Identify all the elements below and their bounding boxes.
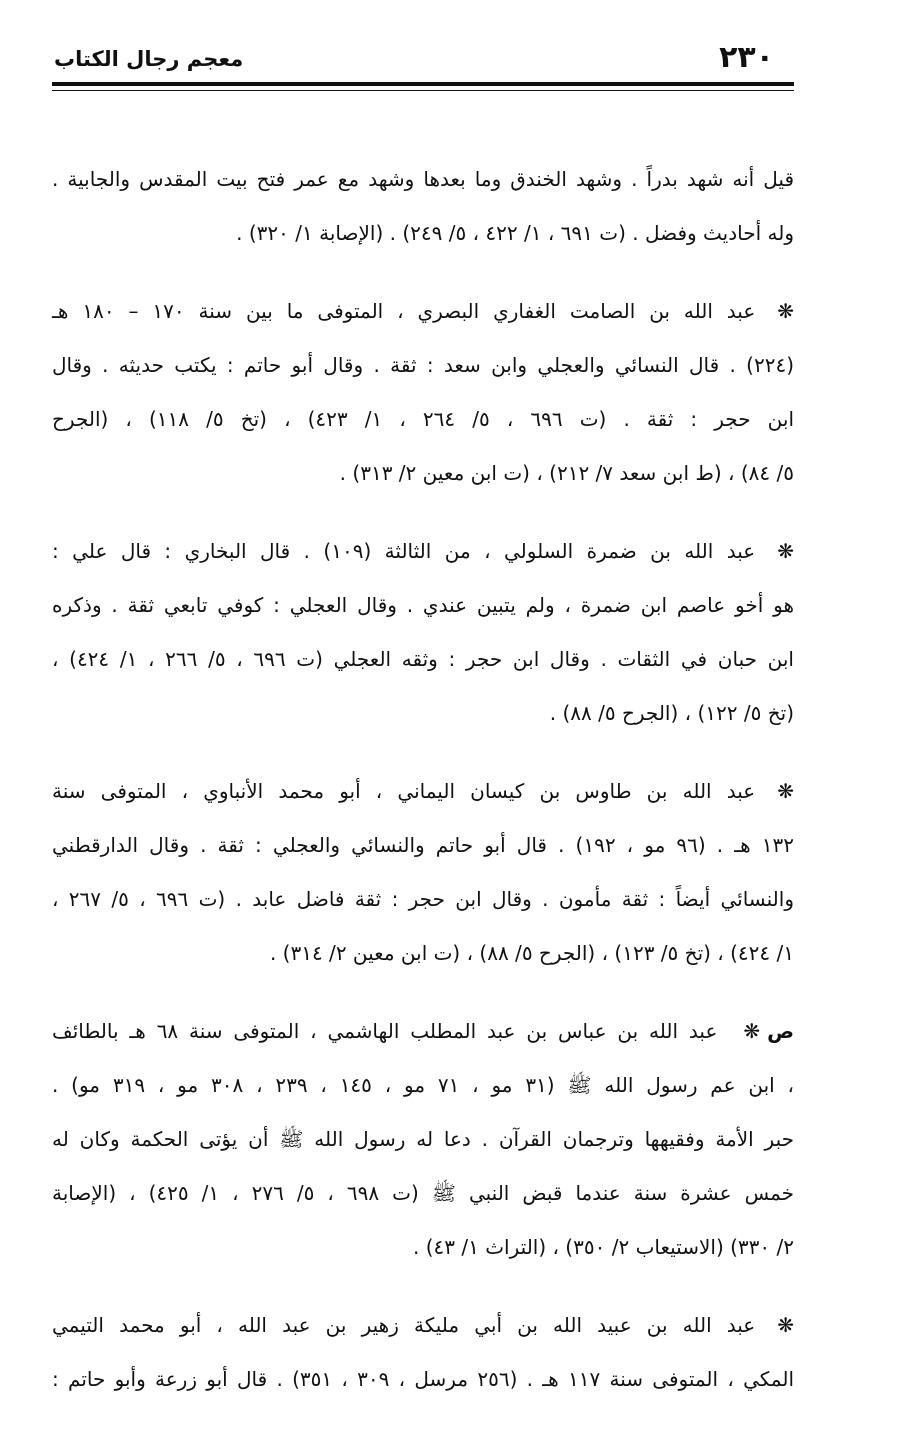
- book-title: معجم رجال الكتاب: [54, 47, 244, 71]
- text-line: حبر الأمة وفقيهها وترجمان القرآن . دعا له رسول الله ﷺ أن يؤتى الحكمة وكان له: [52, 1127, 794, 1151]
- text-line: ١/ ٤٢٤) ، (تخ ٥/ ١٢٣) ، (الجرح ٥/ ٨٨) ، (ت ابن معين ٢/ ٣١٤) .: [269, 941, 794, 965]
- text-line: ١٣٢ هـ . (٩٦ مو ، ١٩٢) . قال أبو حاتم والنسائي والعجلي : ثقة . وقال الدارقطني: [52, 833, 795, 857]
- text-line: هو أخو عاصم ابن ضمرة ، ولم يتبين عندي . وقال العجلي : كوفي تابعي ثقة . وذكره: [52, 593, 794, 617]
- asterisk-marker-icon: ❋: [777, 1313, 794, 1337]
- text-line: ابن حجر : ثقة . (ت ٦٩٦ ، ٥/ ٢٦٤ ، ١/ ٤٢٣) ، (تخ ٥/ ١١٨) ، (الجرح: [52, 407, 794, 431]
- entry-abdullah-ibn-damra: [52, 524, 794, 740]
- text-line: خمس عشرة سنة عندما قبض النبي ﷺ (ت ٦٩٨ ، ٥/ ٢٧٦ ، ١/ ٤٢٥) ، (الإصابة: [52, 1181, 795, 1205]
- text-line: وله أحاديث وفضل . (ت ٦٩١ ، ١/ ٤٢٢ ، ٥/ ٢٤٩) . (الإصابة ١/ ٣٢٠) .: [236, 221, 794, 245]
- entry-abdullah-ibn-al-samit: [52, 284, 794, 500]
- body-text: [52, 152, 794, 1430]
- header-rule-thin: [52, 90, 794, 91]
- asterisk-marker-icon: ❋: [777, 539, 794, 563]
- header-rule-thick: [52, 82, 794, 86]
- page-number: ٢٣٠: [719, 40, 774, 75]
- text-line: ابن حبان في الثقات . وقال ابن حجر : وثقه العجلي (ت ٦٩٦ ، ٥/ ٢٦٦ ، ١/ ٤٢٤) ،: [52, 647, 794, 671]
- text-line: المكي ، المتوفى سنة ١١٧ هـ . (٢٥٦ مرسل ، ٣٠٩ ، ٣٥١) . قال أبو زرعة وأبو حاتم :: [52, 1367, 795, 1391]
- entry-heading-text: عبد الله بن عبيد الله بن أبي مليكة زهير بن عبد الله ، أبو محمد التيمي: [52, 1313, 756, 1337]
- text-line: (تخ ٥/ ١٢٢) ، (الجرح ٥/ ٨٨) .: [549, 701, 794, 725]
- text-line: ٢/ ٣٣٠) (الاستيعاب ٢/ ٣٥٠) ، (التراث ١/ ٤٣) .: [413, 1235, 794, 1259]
- text-line: (٢٢٤) . قال النسائي والعجلي وابن سعد : ثقة . وقال أبو حاتم : يكتب حديثه . وقال: [52, 353, 794, 377]
- text-line: قيل أنه شهد بدراً . وشهد الخندق وما بعدها وشهد مع عمر فتح بيت المقدس والجابية .: [52, 167, 794, 191]
- text-line: ٥/ ٨٤) ، (ط ابن سعد ٧/ ٢١٢) ، (ت ابن معين ٢/ ٣١٣) .: [339, 461, 794, 485]
- entry-heading-text: عبد الله بن ضمرة السلولي ، من الثالثة (١٠٩) . قال البخاري : قال علي :: [52, 539, 756, 563]
- text-line: والنسائي أيضاً : ثقة مأمون . وقال ابن حجر : ثقة فاضل عابد . (ت ٦٩٦ ، ٥/ ٢٦٧ ،: [52, 887, 794, 911]
- entry-heading-text: عبد الله بن طاوس بن كيسان اليماني ، أبو محمد الأنباوي ، المتوفى سنة: [52, 779, 756, 803]
- entry-abdullah-ibn-abbas: [52, 1004, 794, 1274]
- running-header: [52, 38, 794, 84]
- entry-abdullah-ibn-tawus: [52, 764, 794, 980]
- sad-asterisk-marker-icon: ص ❋: [743, 1019, 794, 1043]
- asterisk-marker-icon: ❋: [777, 299, 795, 323]
- entry-continuation: [52, 152, 794, 260]
- text-line: ، ابن عم رسول الله ﷺ (٣١ مو ، ٧١ مو ، ١٤٥ ، ٢٣٩ ، ٣٠٨ مو ، ٣١٩ مو) .: [52, 1073, 794, 1097]
- entry-heading-text: عبد الله بن عباس بن عبد المطلب الهاشمي ، المتوفى سنة ٦٨ هـ بالطائف: [52, 1019, 718, 1043]
- asterisk-marker-icon: ❋: [777, 779, 794, 803]
- entry-heading-text: عبد الله بن الصامت الغفاري البصري ، المتوفى ما بين سنة ١٧٠ – ١٨٠ هـ: [52, 299, 756, 323]
- entry-abdullah-ibn-abi-mulayka: [52, 1298, 794, 1406]
